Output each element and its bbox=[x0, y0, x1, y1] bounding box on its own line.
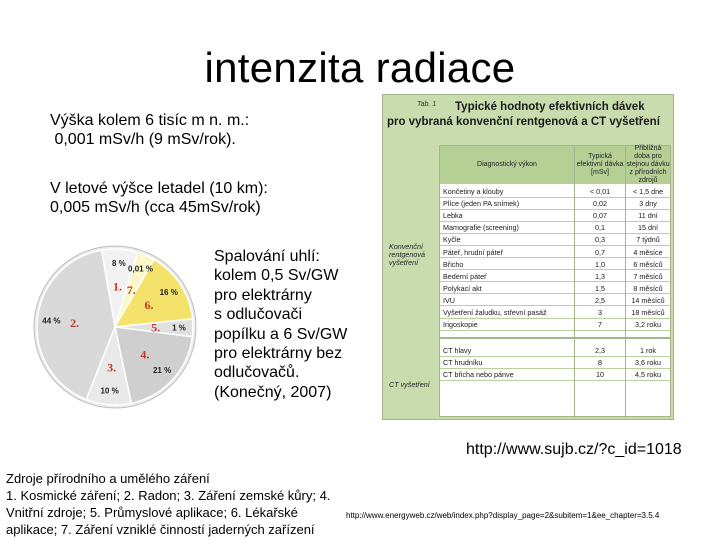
row-dose: 7 bbox=[598, 320, 602, 330]
sources-line-4: aplikace; 7. Záření vzniklé činností jaderných zařízení bbox=[6, 522, 315, 537]
coal-line-7: odlučovačů. bbox=[214, 364, 300, 382]
row-dose: 0,07 bbox=[593, 211, 607, 221]
row-time: 7 týdnů bbox=[636, 235, 660, 245]
row-dose: < 0,01 bbox=[589, 187, 611, 196]
row-time: 8 měsíců bbox=[633, 283, 663, 293]
table-body bbox=[439, 145, 671, 417]
row-procedure: Polykací akt bbox=[443, 283, 482, 293]
table-row bbox=[440, 259, 670, 271]
row-time: 3,2 roku bbox=[635, 320, 661, 330]
col-divider bbox=[625, 146, 626, 418]
row-dose: 0,7 bbox=[595, 247, 605, 257]
row-procedure: Páteř, hrudní páteř bbox=[443, 247, 503, 257]
pie-slice-number: 5. bbox=[151, 320, 161, 335]
row-procedure: Mamografie (screening) bbox=[443, 223, 519, 233]
table-title-line-1: Typické hodnoty efektivních dávek bbox=[455, 101, 645, 113]
flight-dose-text bbox=[50, 179, 370, 217]
pie-slice-number: 1. bbox=[113, 279, 122, 294]
group-ct: CT vyšetření bbox=[389, 380, 430, 389]
row-procedure: Končetiny a klouby bbox=[443, 187, 504, 196]
table-row bbox=[440, 283, 670, 295]
table-row bbox=[440, 345, 670, 357]
coal-line-5: popílku a 6 Sv/GW bbox=[214, 325, 348, 343]
table-row bbox=[440, 357, 670, 369]
coal-line-4: s odlučovači bbox=[214, 306, 303, 324]
altitude-line-1: Výška kolem 6 tisíc m n. m.: bbox=[50, 112, 250, 129]
radiation-sources-pie bbox=[30, 232, 200, 422]
pie-slice-number: 7. bbox=[126, 282, 136, 297]
row-procedure: CT hrudníku bbox=[443, 358, 483, 368]
row-dose: 10 bbox=[596, 370, 604, 380]
flight-line-1: V letové výšce letadel (10 km): bbox=[50, 180, 268, 197]
row-dose: 0,02 bbox=[593, 199, 607, 209]
sources-legend bbox=[6, 470, 356, 538]
table-row bbox=[440, 307, 670, 319]
table-row bbox=[440, 186, 670, 198]
coal-line-3: pro elektrárny bbox=[214, 286, 312, 304]
col-header-procedure: Diagnostický výkon bbox=[440, 146, 574, 184]
row-dose: 1,5 bbox=[595, 283, 605, 293]
coal-text bbox=[214, 247, 374, 402]
flight-line-2: 0,005 mSv/h (cca 45mSv/rok) bbox=[50, 199, 261, 216]
coal-line-2: kolem 0,5 Sv/GW bbox=[214, 267, 339, 285]
row-time: 1 rok bbox=[640, 346, 656, 356]
row-dose: 1,0 bbox=[595, 259, 605, 269]
row-time: < 1,5 dne bbox=[632, 187, 664, 196]
group-conventional: Konvenční rentgenová vyšetření bbox=[389, 242, 425, 267]
row-dose: 2,3 bbox=[595, 346, 605, 356]
row-procedure: CT břicha nebo pánve bbox=[443, 370, 514, 380]
row-procedure: Plíce (jeden PA snímek) bbox=[443, 199, 520, 209]
row-procedure: Kyčle bbox=[443, 235, 461, 245]
pie-slice-number: 3. bbox=[107, 360, 117, 375]
row-dose: 3 bbox=[598, 308, 602, 317]
row-procedure: Vyšetření žaludku, střevní pasáž bbox=[443, 308, 547, 317]
table-title-line-2: pro vybraná konvenční rentgenová a CT vyšetření bbox=[387, 116, 660, 128]
altitude-line-2: 0,001 mSv/h (9 mSv/rok). bbox=[50, 131, 236, 148]
table-row bbox=[440, 222, 670, 234]
pie-slice-number: 4. bbox=[140, 347, 150, 362]
row-time: 4 měsíce bbox=[633, 247, 663, 257]
group-separator bbox=[440, 337, 670, 339]
row-time: 15 dní bbox=[638, 223, 658, 233]
row-dose: 8 bbox=[598, 358, 602, 368]
source-link-energyweb[interactable]: http://www.energyweb.cz/web/index.php?display_page=2&subitem=1&ee_chapter=3.5.4 bbox=[346, 511, 660, 520]
row-dose: 1,3 bbox=[595, 271, 605, 281]
table-row bbox=[440, 234, 670, 246]
coal-line-6: pro elektrárny bez bbox=[214, 345, 343, 363]
pie-slice-percent: 44 % bbox=[42, 316, 61, 326]
row-procedure: CT hlavy bbox=[443, 346, 472, 356]
col-divider bbox=[574, 146, 575, 418]
row-time: 18 měsíců bbox=[631, 308, 665, 317]
coal-line-8: (Konečný, 2007) bbox=[214, 383, 332, 401]
table-row bbox=[440, 271, 670, 283]
col-header-time: Přibližná doba pro stejnou dávku z přírodních zdrojů bbox=[626, 145, 670, 184]
sources-line-1: Zdroje přírodního a umělého záření bbox=[6, 471, 210, 486]
table-row bbox=[440, 198, 670, 210]
row-procedure: Bederní páteř bbox=[443, 271, 487, 281]
dose-table bbox=[382, 94, 674, 420]
page-title: intenzita radiace bbox=[204, 44, 516, 91]
table-number: Tab. 1 bbox=[417, 101, 437, 108]
row-time: 6 měsíců bbox=[633, 259, 663, 269]
table-row bbox=[440, 369, 670, 381]
row-dose: 2,5 bbox=[595, 295, 605, 305]
table-row bbox=[440, 295, 670, 307]
pie-slice-percent: 21 % bbox=[152, 366, 172, 376]
row-time: 11 dní bbox=[638, 211, 658, 221]
coal-line-1: Spalování uhlí: bbox=[214, 248, 320, 265]
row-procedure: Lebka bbox=[443, 211, 463, 221]
altitude-dose-text bbox=[50, 111, 370, 149]
pie-slice-percent: 1 % bbox=[172, 323, 186, 333]
pie-slice-percent: 10 % bbox=[100, 386, 119, 396]
row-dose: 0,1 bbox=[595, 223, 605, 233]
row-procedure: Irigoskopie bbox=[443, 320, 478, 330]
row-time: 3 dny bbox=[639, 199, 657, 209]
pie-slice-number: 2. bbox=[70, 315, 80, 330]
row-dose: 0,3 bbox=[595, 235, 605, 245]
pie-slice-percent: 16 % bbox=[159, 288, 178, 298]
row-time: 7 měsíců bbox=[633, 271, 663, 281]
sources-line-2: 1. Kosmické záření; 2. Radon; 3. Záření zemské kůry; 4. bbox=[6, 488, 331, 503]
row-time: 4,5 roku bbox=[635, 370, 661, 380]
row-time: 3,6 roku bbox=[635, 358, 661, 368]
source-link-sujb[interactable]: http://www.sujb.cz/?c_id=1018 bbox=[466, 441, 682, 458]
col-header-dose: Typická efektivní dávka [mSv] bbox=[575, 146, 625, 184]
row-procedure: IVU bbox=[443, 295, 455, 305]
sources-line-3: Vnitřní zdroje; 5. Průmyslové aplikace; 6. Lékařské bbox=[6, 505, 298, 520]
table-header bbox=[383, 95, 673, 143]
table-row bbox=[440, 210, 670, 222]
table-row bbox=[440, 247, 670, 259]
pie-slice-percent: 0,01 % bbox=[128, 264, 153, 274]
table-row bbox=[440, 319, 670, 331]
pie-slice-number: 6. bbox=[144, 297, 154, 312]
row-procedure: Břicho bbox=[443, 259, 464, 269]
pie-slice-percent: 8 % bbox=[112, 259, 126, 269]
row-time: 14 měsíců bbox=[631, 295, 665, 305]
